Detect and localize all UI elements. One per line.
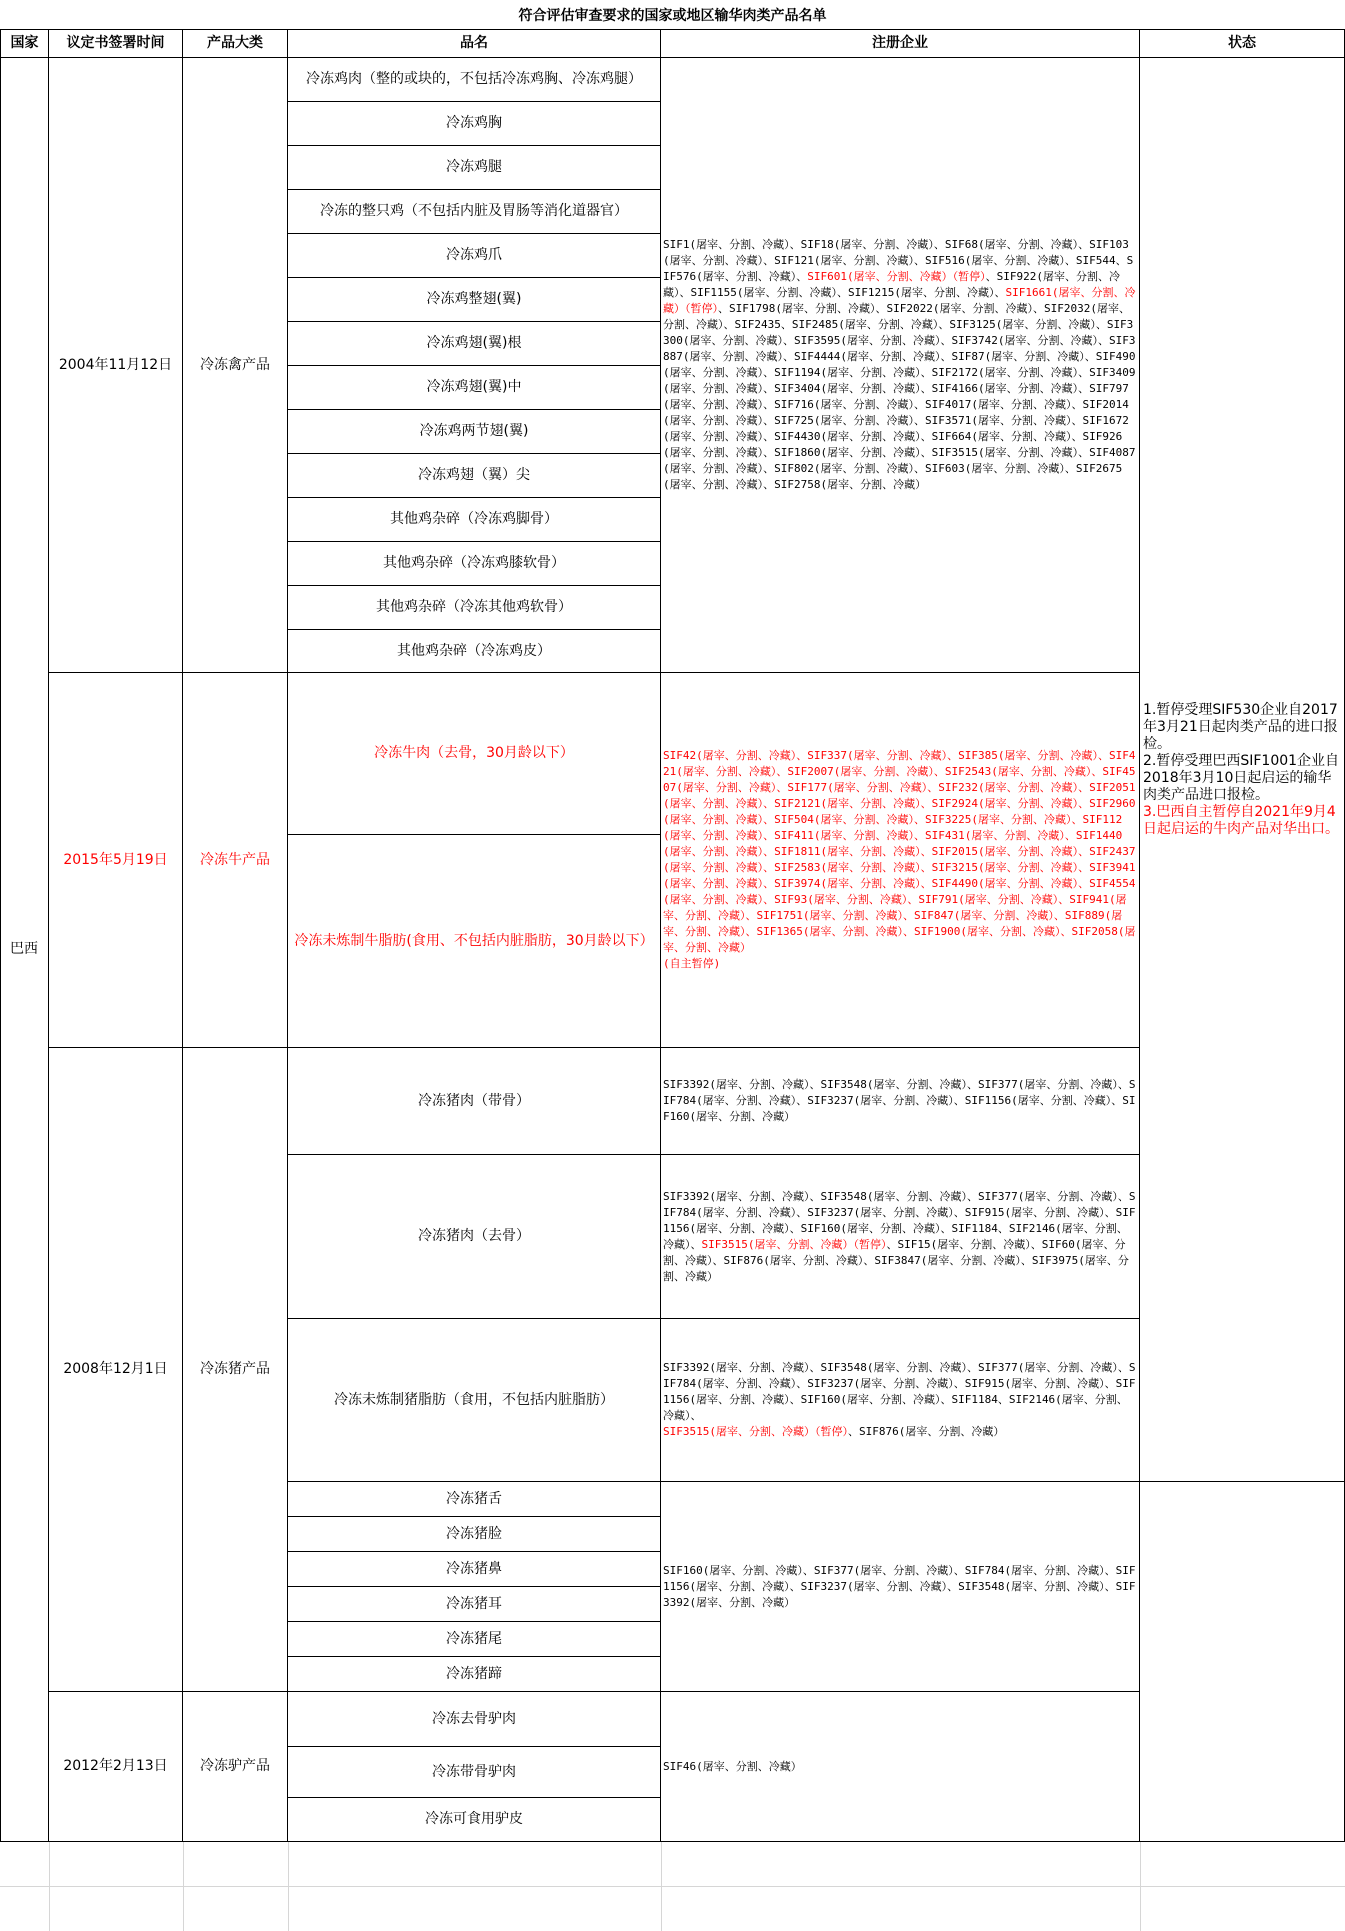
- enterprise-segment-suspended: SIF3515(屠宰、分割、冷藏）（暂停）: [663, 1425, 848, 1438]
- pork-product-4: 冷冻猪舌: [288, 1482, 661, 1517]
- beef-category: 冷冻牛产品: [183, 673, 288, 1048]
- poultry-enterprises: [661, 58, 1140, 673]
- status-cell: [1140, 58, 1345, 1482]
- poultry-product-12: 其他鸡杂碎（冷冻鸡膝软骨）: [288, 542, 661, 586]
- beef-product-2: 冷冻未炼制牛脂肪(食用、不包括内脏脂肪，30月龄以下）: [288, 835, 661, 1048]
- enterprise-segment: SIF46(屠宰、分割、冷藏）: [663, 1759, 802, 1773]
- enterprise-segment: SIF1(屠宰、分割、冷藏）、SIF18(屠宰、分割、冷藏）、SIF68(屠宰、分割、冷藏）、SIF103(屠宰、分割、冷藏）、SIF121(屠宰、分割、冷藏）、SIF516(屠宰、分割、冷藏）、SIF544、SIF576(屠宰、分割、冷藏）、: [663, 238, 1134, 283]
- poultry-product-6: 冷冻鸡整翅(翼): [288, 278, 661, 322]
- poultry-product-3: 冷冻鸡腿: [288, 146, 661, 190]
- pork-enterprises-3: [661, 1319, 1140, 1482]
- empty-col-line: [1140, 1842, 1141, 1931]
- poultry-product-4: 冷冻的整只鸡（不包括内脏及胃肠等消化道器官）: [288, 190, 661, 234]
- poultry-product-10: 冷冻鸡翅（翼）尖: [288, 454, 661, 498]
- pork-enterprises-1: [661, 1048, 1140, 1155]
- donkey-product-3: 冷冻可食用驴皮: [288, 1798, 661, 1842]
- poultry-date: 2004年11月12日: [49, 58, 183, 673]
- beef-enterprises: [661, 673, 1140, 1048]
- empty-col-line: [183, 1842, 184, 1931]
- pork-product-2: 冷冻猪肉（去骨）: [288, 1155, 661, 1319]
- poultry-product-1: 冷冻鸡肉（整的或块的，不包括冷冻鸡胸、冷冻鸡腿）: [288, 58, 661, 102]
- enterprise-segment-suspended: SIF1661(屠宰、分割、冷藏）（暂停）: [663, 286, 1136, 315]
- pork-product-3: 冷冻未炼制猪脂肪（食用，不包括内脏脂肪）: [288, 1319, 661, 1482]
- empty-col-line: [49, 1842, 50, 1931]
- pork-product-5: 冷冻猪脸: [288, 1517, 661, 1552]
- poultry-product-7: 冷冻鸡翅(翼)根: [288, 322, 661, 366]
- donkey-enterprises: [661, 1692, 1140, 1842]
- poultry-product-9: 冷冻鸡两节翅(翼): [288, 410, 661, 454]
- enterprise-segment-suspended: SIF42(屠宰、分割、冷藏）、SIF337(屠宰、分割、冷藏）、SIF385(屠宰、分割、冷藏）、SIF421(屠宰、分割、冷藏）、SIF2007(屠宰、分割、冷藏）、SIF2543(屠宰、分割、冷藏）、SIF4507(屠宰、分割、冷藏）、SIF177(屠宰、分割、冷藏）、SIF232(屠宰、分割、冷藏）、SIF2051(屠宰、分割、冷藏）、SIF2121(屠宰、分割、冷藏）、SIF2924(屠宰、分割、冷藏）、SIF2960(屠宰、分割、冷藏）、SIF504(屠宰、分割、冷藏）、SIF3225(屠宰、分割、冷藏）、SIF112(屠宰、分割、冷藏）、SIF411(屠宰、分割、冷藏）、SIF431(屠宰、分割、冷藏）、SIF1440(屠宰、分割、冷藏）、SIF1811(屠宰、分割、冷藏）、SIF2015(屠宰、分割、冷藏）、SIF2437(屠宰、分割、冷藏）、SIF2583(屠宰、分割、冷藏）、SIF3215(屠宰、分割、冷藏）、SIF3941(屠宰、分割、冷藏）、SIF3974(屠宰、分割、冷藏）、SIF4490(屠宰、分割、冷藏）、SIF4554(屠宰、分割、冷藏）、SIF93(屠宰、分割、冷藏）、SIF791(屠宰、分割、冷藏）、SIF941(屠宰、分割、冷藏）、SIF1751(屠宰、分割、冷藏）、SIF847(屠宰、分割、冷藏）、SIF889(屠宰、分割、冷藏）、SIF1365(屠宰、分割、冷藏）、SIF1900(屠宰、分割、冷藏）、SIF2058(屠宰、分割、冷藏）: [663, 749, 1136, 954]
- enterprise-segment: 、SIF15(屠宰、分割、冷藏）、SIF60(屠宰、分割、冷藏）、SIF876(屠宰、分割、冷藏）、SIF3847(屠宰、分割、冷藏）、SIF3975(屠宰、分割、冷藏）: [663, 1237, 1129, 1283]
- header-enterprise: 注册企业: [661, 30, 1140, 58]
- poultry-category: 冷冻禽产品: [183, 58, 288, 673]
- beef-enterprise-text: [663, 748, 1137, 972]
- beef-date: 2015年5月19日: [49, 673, 183, 1048]
- pork-product-6: 冷冻猪鼻: [288, 1552, 661, 1587]
- status-item-1: 1.暂停受理SIF530企业自2017年3月21日起肉类产品的进口报检。: [1143, 701, 1338, 752]
- status-cell-empty: [1140, 1482, 1345, 1842]
- poultry-product-8: 冷冻鸡翅(翼)中: [288, 366, 661, 410]
- pork-enterprises-2: [661, 1155, 1140, 1319]
- empty-row-line: [0, 1886, 1345, 1887]
- empty-col-line: [288, 1842, 289, 1931]
- enterprise-segment: SIF3392(屠宰、分割、冷藏）、SIF3548(屠宰、分割、冷藏）、SIF377(屠宰、分割、冷藏）、SIF784(屠宰、分割、冷藏）、SIF3237(屠宰、分割、冷藏）、SIF1156(屠宰、分割、冷藏）、SIF160(屠宰、分割、冷藏）: [663, 1078, 1136, 1123]
- enterprise-segment-suspended: SIF601(屠宰、分割、冷藏）（暂停）: [807, 270, 986, 283]
- header-date: 议定书签署时间: [49, 30, 183, 58]
- pork-product-9: 冷冻猪蹄: [288, 1657, 661, 1692]
- enterprise-suspension-note: (自主暂停): [663, 957, 721, 970]
- enterprise-segment: SIF160(屠宰、分割、冷藏）、SIF377(屠宰、分割、冷藏）、SIF784(屠宰、分割、冷藏）、SIF1156(屠宰、分割、冷藏）、SIF3237(屠宰、分割、冷藏）、SIF3548(屠宰、分割、冷藏）、SIF3392(屠宰、分割、冷藏）: [663, 1563, 1136, 1609]
- status-item-3: 3.巴西自主暂停自2021年9月4日起启运的牛肉产品对华出口。: [1143, 803, 1339, 837]
- beef-product-1: 冷冻牛肉（去骨，30月龄以下）: [288, 673, 661, 835]
- poultry-product-11: 其他鸡杂碎（冷冻鸡脚骨）: [288, 498, 661, 542]
- donkey-product-1: 冷冻去骨驴肉: [288, 1692, 661, 1747]
- donkey-category: 冷冻驴产品: [183, 1692, 288, 1842]
- enterprise-segment: 、SIF1798(屠宰、分割、冷藏）、SIF2022(屠宰、分割、冷藏）、SIF2032(屠宰、分割、冷藏）、SIF2435、SIF2485(屠宰、分割、冷藏）、SIF3125(屠宰、分割、冷藏）、SIF3300(屠宰、分割、冷藏）、SIF3595(屠宰、分割、冷藏）、SIF3742(屠宰、分割、冷藏）、SIF3887(屠宰、分割、冷藏）、SIF4444(屠宰、分割、冷藏）、SIF87(屠宰、分割、冷藏）、SIF490(屠宰、分割、冷藏）、SIF1194(屠宰、分割、冷藏）、SIF2172(屠宰、分割、冷藏）、SIF3409(屠宰、分割、冷藏）、SIF3404(屠宰、分割、冷藏）、SIF4166(屠宰、分割、冷藏）、SIF797(屠宰、分割、冷藏）、SIF716(屠宰、分割、冷藏）、SIF4017(屠宰、分割、冷藏）、SIF2014(屠宰、分割、冷藏）、SIF725(屠宰、分割、冷藏）、SIF3571(屠宰、分割、冷藏）、SIF1672(屠宰、分割、冷藏）、SIF4430(屠宰、分割、冷藏）、SIF664(屠宰、分割、冷藏）、SIF926(屠宰、分割、冷藏）、SIF1860(屠宰、分割、冷藏）、SIF3515(屠宰、分割、冷藏）、SIF4087(屠宰、分割、冷藏）、SIF802(屠宰、分割、冷藏）、SIF603(屠宰、分割、冷藏）、SIF2675(屠宰、分割、冷藏）、SIF2758(屠宰、分割、冷藏）: [663, 302, 1136, 491]
- sheet-title: 符合评估审查要求的国家或地区输华肉类产品名单: [0, 0, 1345, 30]
- empty-col-line: [661, 1842, 662, 1931]
- header-status: 状态: [1140, 30, 1345, 58]
- donkey-date: 2012年2月13日: [49, 1692, 183, 1842]
- country-cell: 巴西: [0, 58, 49, 1842]
- poultry-product-13: 其他鸡杂碎（冷冻其他鸡软骨）: [288, 586, 661, 630]
- header-country: 国家: [0, 30, 49, 58]
- enterprise-segment: SIF3392(屠宰、分割、冷藏）、SIF3548(屠宰、分割、冷藏）、SIF377(屠宰、分割、冷藏）、SIF784(屠宰、分割、冷藏）、SIF3237(屠宰、分割、冷藏）、SIF915(屠宰、分割、冷藏）、SIF1156(屠宰、分割、冷藏）、SIF160(屠宰、分割、冷藏）、SIF1184、SIF2146(屠宰、分割、冷藏）、: [663, 1361, 1136, 1422]
- donkey-product-2: 冷冻带骨驴肉: [288, 1747, 661, 1798]
- poultry-product-5: 冷冻鸡爪: [288, 234, 661, 278]
- pork-category: 冷冻猪产品: [183, 1048, 288, 1692]
- enterprise-segment: SIF3392(屠宰、分割、冷藏）、SIF3548(屠宰、分割、冷藏）、SIF377(屠宰、分割、冷藏）、SIF784(屠宰、分割、冷藏）、SIF3237(屠宰、分割、冷藏）、SIF915(屠宰、分割、冷藏）、SIF1156(屠宰、分割、冷藏）、SIF160(屠宰、分割、冷藏）、SIF1184、SIF2146(屠宰、分割、冷藏）、: [663, 1189, 1136, 1251]
- header-category: 产品大类: [183, 30, 288, 58]
- enterprise-segment: 、SIF876(屠宰、分割、冷藏）: [847, 1425, 1005, 1438]
- poultry-product-14: 其他鸡杂碎（冷冻鸡皮）: [288, 630, 661, 673]
- poultry-product-2: 冷冻鸡胸: [288, 102, 661, 146]
- enterprise-segment-suspended: SIF3515(屠宰、分割、冷藏）（暂停）: [701, 1237, 887, 1251]
- header-product: 品名: [288, 30, 661, 58]
- pork-product-8: 冷冻猪尾: [288, 1622, 661, 1657]
- poultry-enterprise-text: [663, 237, 1137, 493]
- pork-enterprises-4: [661, 1482, 1140, 1692]
- status-item-2: 2.暂停受理巴西SIF1001企业自2018年3月10日起启运的输华肉类产品进口报检。: [1143, 752, 1340, 803]
- pork-product-7: 冷冻猪耳: [288, 1587, 661, 1622]
- pork-product-1: 冷冻猪肉（带骨）: [288, 1048, 661, 1155]
- pork-date: 2008年12月1日: [49, 1048, 183, 1692]
- enterprise-segment: 、SIF922(屠宰、分割、冷藏）、SIF1155(屠宰、分割、冷藏）、SIF1215(屠宰、分割、冷藏）、: [663, 270, 1120, 299]
